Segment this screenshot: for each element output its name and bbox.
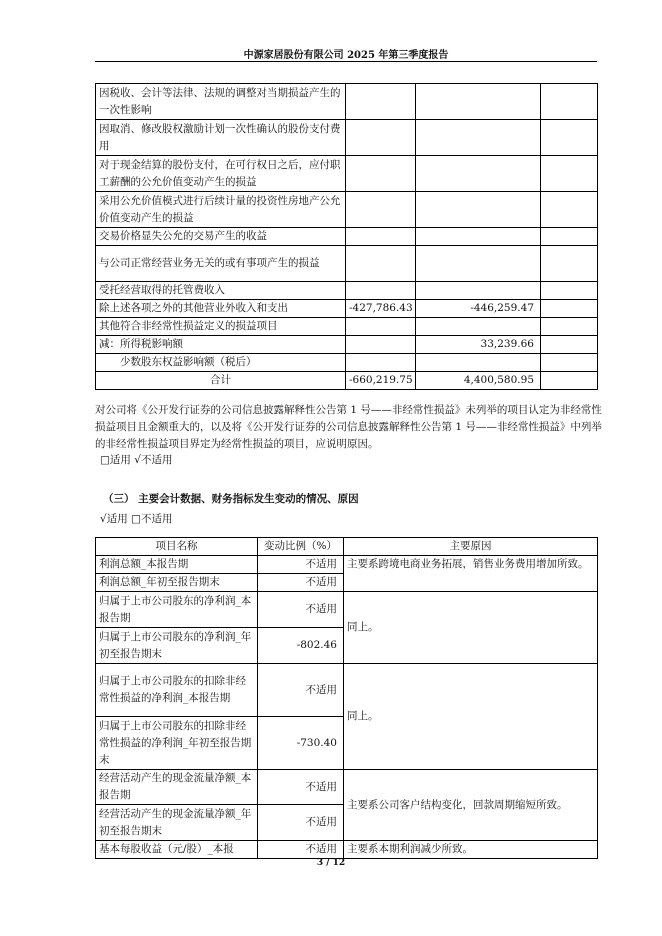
table-total-row xyxy=(96,372,598,390)
row-item: 其他符合非经常性损益定义的损益项目 xyxy=(96,318,346,336)
row-note xyxy=(541,84,598,120)
row-ratio: 不适用 xyxy=(258,770,344,805)
row-item: 减：所得税影响额 xyxy=(96,336,346,354)
page-header: 中源家居股份有限公司 2025 年第三季度报告 xyxy=(243,50,449,61)
row-reason: 同上。 xyxy=(344,592,598,664)
row-current xyxy=(346,84,416,120)
table-row xyxy=(96,592,598,628)
row-item: 归属于上市公司股东的净利润_年初至报告期末 xyxy=(96,628,258,664)
row-item: 因税收、会计等法律、法规的调整对当期损益产生的一次性影响 xyxy=(96,84,346,120)
row-current xyxy=(346,354,416,372)
row-item: 归属于上市公司股东的净利润_本报告期 xyxy=(96,592,258,628)
table-row xyxy=(96,84,598,120)
row-note xyxy=(541,228,598,246)
row-reason: 主要系本期利润减少所致。 xyxy=(344,841,598,859)
row-item: 少数股东权益影响额（税后） xyxy=(96,354,346,372)
row-ytd xyxy=(416,192,541,228)
row-item: 交易价格显失公允的交易产生的收益 xyxy=(96,228,346,246)
row-ytd xyxy=(416,156,541,192)
row-item: 经营活动产生的现金流量净额_年初至报告期末 xyxy=(96,805,258,841)
row-item: 归属于上市公司股东的扣除非经常性损益的净利润_本报告期 xyxy=(96,664,258,717)
table-row xyxy=(96,192,598,228)
row-item: 基本每股收益（元/股）_本报 xyxy=(96,841,258,859)
row-current: -427,786.43 xyxy=(346,300,416,318)
row-item: 经营活动产生的现金流量净额_本报告期 xyxy=(96,770,258,805)
row-ytd xyxy=(416,246,541,282)
non-recurring-gains-table xyxy=(95,83,598,390)
row-note xyxy=(541,354,598,372)
table-row xyxy=(96,354,598,372)
table-row xyxy=(96,300,598,318)
note-paragraph: 对公司将《公开发行证券的公司信息披露解释性公告第 1 号——非经常性损益》未列举的项目认定为非经常性损益项目且金额重大的，以及将《公开发行证券的公司信息披露解释性公告第 1 号——非经常性损益》中列举的非经常性损益项目界定为经常性损益的项目，应说明原因。 xyxy=(95,404,602,450)
table-row xyxy=(96,318,598,336)
row-note xyxy=(541,318,598,336)
row-item: 利润总额_年初至报告期末 xyxy=(96,574,258,592)
table-row xyxy=(96,664,598,717)
row-note xyxy=(541,192,598,228)
row-current xyxy=(346,336,416,354)
row-note xyxy=(541,336,598,354)
row-current xyxy=(346,192,416,228)
row-current xyxy=(346,120,416,156)
table-header-row xyxy=(96,538,598,556)
table-row xyxy=(96,246,598,282)
header-divider xyxy=(95,61,597,62)
col-header-item: 项目名称 xyxy=(96,538,258,556)
table-row xyxy=(96,228,598,246)
row-note xyxy=(541,282,598,300)
row-item: 利润总额_本报告期 xyxy=(96,556,258,574)
row-current xyxy=(346,228,416,246)
row-ratio: 不适用 xyxy=(258,556,344,574)
section-applicability: √适用 □不适用 xyxy=(100,513,173,525)
row-ytd xyxy=(416,120,541,156)
row-current: -660,219.75 xyxy=(346,372,416,390)
row-ytd: 4,400,580.95 xyxy=(416,372,541,390)
table-row xyxy=(96,770,598,805)
table-row xyxy=(96,282,598,300)
row-reason: 主要系跨境电商业务拓展，销售业务费用增加所致。 xyxy=(344,556,598,592)
table-row xyxy=(96,336,598,354)
page-number: 3 / 12 xyxy=(316,858,346,868)
row-reason: 同上。 xyxy=(344,664,598,770)
row-ratio: 不适用 xyxy=(258,841,344,859)
row-ratio: -802.46 xyxy=(258,628,344,664)
row-ratio: 不适用 xyxy=(258,664,344,717)
row-ytd xyxy=(416,228,541,246)
row-current xyxy=(346,246,416,282)
note-applicability: □适用 √不适用 xyxy=(100,454,173,466)
row-ratio: 不适用 xyxy=(258,574,344,592)
section-heading: （三） 主要会计数据、财务指标发生变动的情况、原因 xyxy=(103,493,359,505)
row-item: 对于现金结算的股份支付，在可行权日之后，应付职工薪酬的公允价值变动产生的损益 xyxy=(96,156,346,192)
table-row xyxy=(96,120,598,156)
row-note xyxy=(541,372,598,390)
row-current xyxy=(346,156,416,192)
row-ratio: 不适用 xyxy=(258,592,344,628)
row-note xyxy=(541,246,598,282)
row-reason: 主要系公司客户结构变化，回款周期缩短所致。 xyxy=(344,770,598,841)
row-ytd xyxy=(416,282,541,300)
row-item: 除上述各项之外的其他营业外收入和支出 xyxy=(96,300,346,318)
row-ratio: 不适用 xyxy=(258,805,344,841)
row-item: 归属于上市公司股东的扣除非经常性损益的净利润_年初至报告期末 xyxy=(96,717,258,770)
table-row xyxy=(96,841,598,859)
row-item: 合计 xyxy=(96,372,346,390)
row-note xyxy=(541,120,598,156)
row-item: 采用公允价值模式进行后续计量的投资性房地产公允价值变动产生的损益 xyxy=(96,192,346,228)
table-row xyxy=(96,156,598,192)
col-header-ratio: 变动比例（%） xyxy=(258,538,344,556)
row-item: 与公司正常经营业务无关的或有事项产生的损益 xyxy=(96,246,346,282)
row-ytd xyxy=(416,354,541,372)
row-current xyxy=(346,282,416,300)
row-ytd: -446,259.47 xyxy=(416,300,541,318)
row-ytd: 33,239.66 xyxy=(416,336,541,354)
row-ratio: -730.40 xyxy=(258,717,344,770)
row-ytd xyxy=(416,84,541,120)
col-header-reason: 主要原因 xyxy=(344,538,598,556)
row-note xyxy=(541,300,598,318)
row-item: 因取消、修改股权激励计划一次性确认的股份支付费用 xyxy=(96,120,346,156)
row-item: 受托经营取得的托管费收入 xyxy=(96,282,346,300)
table-row xyxy=(96,556,598,574)
row-ytd xyxy=(416,318,541,336)
row-note xyxy=(541,156,598,192)
change-reasons-table xyxy=(95,537,598,859)
row-current xyxy=(346,318,416,336)
